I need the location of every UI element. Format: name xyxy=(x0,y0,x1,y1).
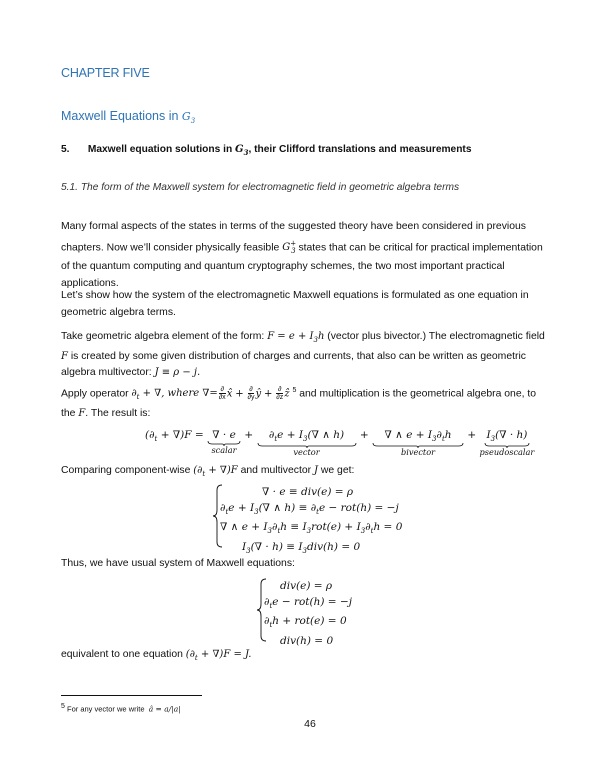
main-equation: $(\partial_t + \nabla)F$ = ∇ · e scalar + $\partial_te + I_3(\nabla$ ∧ h) vector + ∇ ∧ $e + I_3\partial_th$ bivector + $I_3(\nabla \cdot h)$ pseudoscalar xyxy=(145,429,535,458)
system-2-line-4: div(h) = 0 xyxy=(280,634,334,647)
operator-math: $\partial_t$ + ∇, where ∇= xyxy=(131,388,218,402)
paragraph-3: Take geometric algebra element of the form: $F = e + I_3h$ (vector plus bivector.) The electromagnetic field F is created by some given distribution of charges and currents, that also can be written as geometric algebra multivector: J ≡ ρ − j. xyxy=(61,331,545,378)
system-2-line-1: div(e) = ρ xyxy=(280,580,333,592)
system-1-line-1: ∇ · e ≡ div(e) = ρ xyxy=(262,486,354,498)
bivector-term: ∇ ∧ $e + I_3\partial_th$ bivector xyxy=(372,429,464,457)
title-math: $G_3$ xyxy=(181,110,196,126)
system-1-line-4: $I_3(\nabla \cdot h) \equiv I_3div(h) = 0$ xyxy=(242,540,361,555)
paragraph-6: Thus, we have usual system of Maxwell equations: xyxy=(61,558,295,569)
g3-plus-math: $G^+_3$ xyxy=(282,239,297,255)
system-2-line-2: $\partial_te - rot(h) = -j$ xyxy=(264,595,352,610)
paragraph-4: Apply operator $\partial_t$ + ∇, where ∇= $\frac{\partial}{\partial x}$ x̂ + $\frac{\partial}{\partial y}$ ŷ + $\frac{\partial}{\partial z}$ ẑ $^5$ and multiplication is the geometrical algebra one, to the F. The result is: xyxy=(61,386,537,419)
footnote-separator xyxy=(61,695,202,696)
section-text-b: , their Clifford translations and measurements xyxy=(248,144,472,155)
pseudoscalar-term: $I_3(\nabla \cdot h)$ pseudoscalar xyxy=(479,429,535,458)
paragraph-2: Let’s show how the system of the electromagnetic Maxwell equations is formulated as one equation in geometric algebra terms. xyxy=(61,290,529,318)
current-definition-eq: J ≡ ρ − j. xyxy=(154,367,201,378)
page-number: 46 xyxy=(304,718,316,730)
paragraph-7: equivalent to one equation $(\partial_t + \nabla)F = J$. xyxy=(61,649,252,662)
chapter-heading: CHAPTER FIVE xyxy=(61,66,150,80)
scalar-term: ∇ · e scalar xyxy=(207,429,241,455)
section-heading xyxy=(61,144,472,157)
title-text: Maxwell Equations in xyxy=(61,109,179,123)
main-eq-lhs: $(\partial_t + \nabla)F$ = xyxy=(145,429,204,444)
subsection-heading: 5.1. The form of the Maxwell system for electromagnetic field in geometric algebra terms xyxy=(61,182,460,193)
maxwell-system xyxy=(264,579,352,649)
footnote-number: 5 xyxy=(61,703,65,710)
system-2-line-3: $\partial_th + rot(e) = 0$ xyxy=(264,615,347,630)
system-1-line-3: ∇ ∧ $e + I_3\partial_th \equiv I_3rot(e) + I_3\partial_th = 0$ xyxy=(220,521,403,536)
footnote: $^5$ For any vector we write â = a/|a| xyxy=(61,703,181,714)
partial-x-fraction: $\frac{\partial}{\partial x}$ xyxy=(218,386,226,402)
vector-term: $\partial_te + I_3(\nabla$ ∧ h) vector xyxy=(257,429,357,457)
paragraph-1: Many formal aspects of the states in terms of the suggested theory have been considered in previous chapters. Now we’ll consider physically feasible $G^+_3$ states that can be critical for practical implementation of the quantum computing and quantum cryptography schemes, the two most important practical applications. xyxy=(61,221,543,289)
partial-z-fraction: $\frac{\partial}{\partial z}$ xyxy=(276,386,284,402)
section-text-a: Maxwell equation solutions in xyxy=(87,144,233,155)
system-1-line-2: $\partial_te + I_3(\nabla$ ∧ $h) \equiv \partial_te - rot(h) = -j$ xyxy=(220,501,399,516)
section-number: 5. xyxy=(61,144,70,155)
footnote-ref[interactable]: 5 xyxy=(292,387,297,394)
chapter-title xyxy=(61,109,195,125)
section-math: $G_3$ xyxy=(235,144,249,157)
field-definition-eq: $F = e + I_3h$ xyxy=(267,331,325,344)
partial-y-fraction: $\frac{\partial}{\partial y}$ xyxy=(247,386,255,402)
component-system xyxy=(220,485,402,559)
paragraph-5: Comparing component-wise $(\partial_t + \nabla)F$ and multivector J we get: xyxy=(61,465,355,478)
